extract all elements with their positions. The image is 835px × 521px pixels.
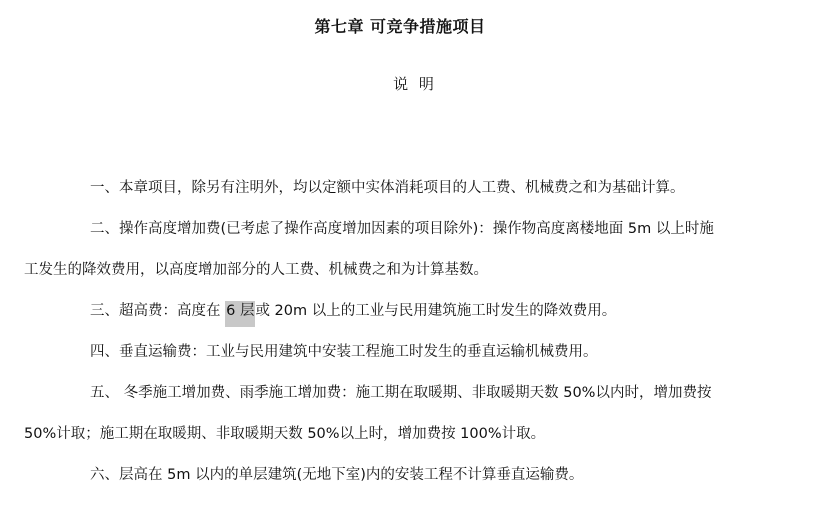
paragraph-4: 四、垂直运输费：工业与民用建筑中安装工程施工时发生的垂直运输机械费用。: [90, 344, 598, 360]
paragraph-5-line-1: 五、 冬季施工增加费、雨季施工增加费：施工期在取暖期、非取暖期天数 50%以内时，增加费按: [90, 385, 712, 401]
section-subtitle: 说 明: [393, 75, 437, 93]
paragraph-1: 一、本章项目，除另有注明外，均以定额中实体消耗项目的人工费、机械费之和为基础计算。: [90, 180, 685, 196]
text-selection-highlight[interactable]: 6 层: [225, 301, 255, 327]
paragraph-6: 六、层高在 5m 以内的单层建筑(无地下室)内的安装工程不计算垂直运输费。: [90, 467, 584, 483]
paragraph-3-end: 或 20m 以上的工业与民用建筑施工时发生的降效费用。: [255, 303, 617, 319]
paragraph-2-line-2: 工发生的降效费用，以高度增加部分的人工费、机械费之和为计算基数。: [24, 262, 488, 278]
chapter-title: 第七章 可竞争措施项目: [314, 17, 486, 36]
paragraph-2-line-1: 二、操作高度增加费(已考虑了操作高度增加因素的项目除外)：操作物高度离楼地面 5m 以上时施: [90, 221, 714, 237]
paragraph-3-start: 三、超高费：高度在: [90, 303, 226, 319]
paragraph-3: [24, 291, 830, 332]
paragraph-5-line-2: 50%计取；施工期在取暖期、非取暖期天数 50%以上时，增加费按 100%计取。: [24, 426, 546, 442]
